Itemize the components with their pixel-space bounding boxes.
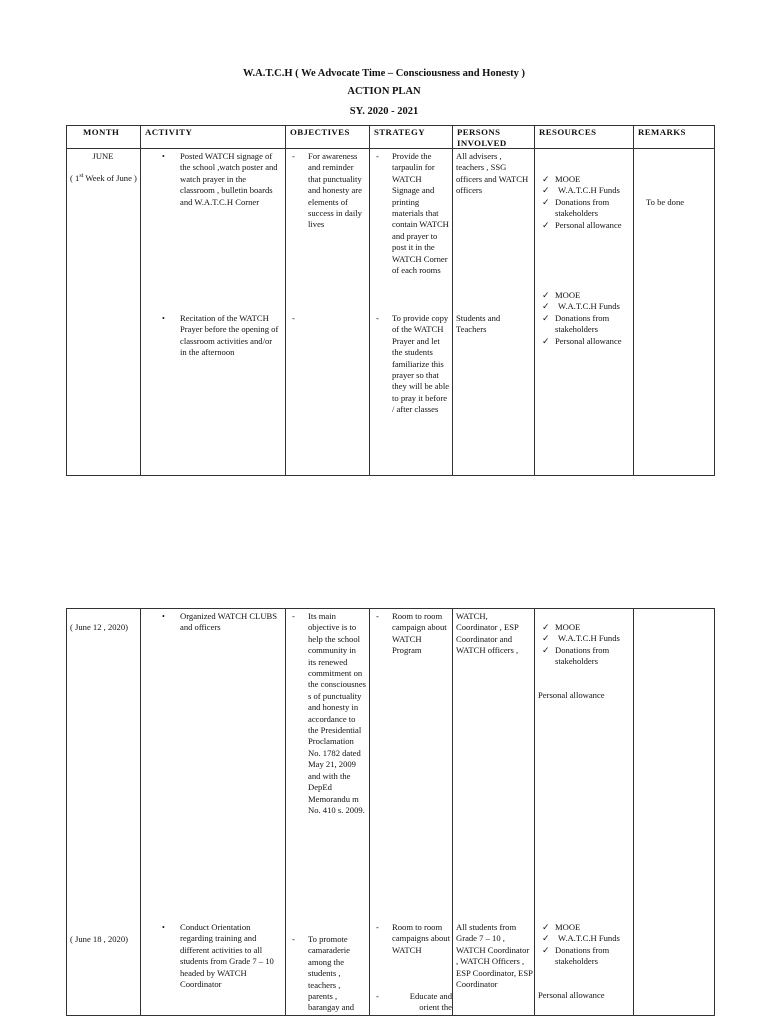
dash-icon: - — [292, 151, 295, 161]
activity-cell: Recitation of the WATCH Prayer before the opening of classroom activities and/or in the afternoon — [180, 313, 279, 358]
column-header-month: MONTH — [83, 127, 120, 137]
dash-icon: - — [376, 151, 379, 161]
objective-cell: Its main objective is to help the school community in its renewed commitment on the consciousnes s of punctuality and honesty in accordance to the Presidential Proclamation No. 1782 dated May 21, 2009 and with the DepEd Memorandu m No. 410 s. 2009. — [308, 611, 366, 815]
persons-cell: WATCH, Coordinator , ESP Coordinator and WATCH officers , — [456, 611, 519, 656]
check-icon: ✓ — [542, 196, 550, 207]
column-header-remarks: REMARKS — [638, 127, 686, 137]
month-cell: ( June 18 , 2020) — [70, 934, 128, 944]
month-cell: JUNE — [92, 151, 114, 161]
check-icon: ✓ — [542, 290, 550, 300]
objective-cell: - — [292, 313, 295, 323]
objective-cell: For awareness and reminder that punctuality and honesty are elements of success in daily lives — [308, 151, 362, 230]
check-icon: ✓ — [542, 301, 550, 312]
strategy-cell-2: Educate and orient the — [409, 991, 452, 1013]
dash-icon: - — [376, 313, 379, 323]
activity-cell: Conduct Orientation regarding training and different activities to all students from Grade 7 – 10 headed by WATCH Coordinator — [180, 922, 274, 990]
document-subtitle: ACTION PLAN — [347, 86, 421, 97]
persons-cell: All advisers , teachers , SSG officers and WATCH officers — [456, 151, 529, 196]
column-header-strategy: STRATEGY — [374, 127, 425, 137]
column-header-objectives: OBJECTIVES — [290, 127, 350, 137]
check-icon: ✓ — [542, 633, 550, 644]
check-icon: ✓ — [542, 644, 550, 655]
bullet-icon: • — [162, 152, 165, 161]
column-header-persons-involved: PERSONS INVOLVED — [457, 127, 507, 148]
check-icon: ✓ — [542, 219, 550, 230]
column-header-activity: ACTIVITY — [145, 127, 193, 137]
check-icon: ✓ — [542, 622, 550, 632]
school-year: SY. 2020 - 2021 — [349, 106, 419, 117]
resources-cell: ✓ MOOE ✓ W.A.T.C.H Funds ✓ Donations from stakeholders — [542, 922, 620, 967]
dash-icon: - — [376, 611, 379, 621]
month-note: ( 1st Week of June ) — [70, 172, 137, 183]
check-icon: ✓ — [542, 933, 550, 944]
check-icon: ✓ — [542, 922, 550, 932]
bullet-icon: • — [162, 612, 165, 621]
resources-extra: Personal allowance — [538, 990, 605, 1000]
bullet-icon: • — [162, 314, 165, 323]
resources-cell: ✓ MOOE ✓ W.A.T.C.H Funds ✓ Donations from stakeholders — [542, 622, 620, 667]
objective-cell: To promote camaraderie among the students , teachers , parents , barangay and — [308, 934, 355, 1013]
resources-extra: Personal allowance — [538, 690, 605, 700]
resources-cell: ✓ MOOE ✓ W.A.T.C.H Funds ✓ Donations from stakeholders ✓ Personal allowance — [542, 174, 622, 230]
remarks-cell: To be done — [646, 197, 685, 207]
dash-icon: - — [292, 934, 295, 944]
dash-icon: - — [376, 991, 379, 1001]
dash-icon: - — [292, 611, 295, 621]
check-icon: ✓ — [542, 312, 550, 323]
activity-cell: Posted WATCH signage of the school ,watch poster and watch prayer in the classroom , bulletin boards and W.A.T.C.H Corner — [180, 151, 278, 207]
check-icon: ✓ — [542, 174, 550, 184]
document-title: W.A.T.C.H ( We Advocate Time – Consciousness and Honesty ) — [242, 68, 526, 79]
activity-cell: Organized WATCH CLUBS and officers — [180, 611, 278, 633]
check-icon: ✓ — [542, 335, 550, 346]
check-icon: ✓ — [542, 944, 550, 955]
bullet-icon: • — [162, 923, 165, 932]
strategy-cell: Room to room campaign about WATCH Program — [392, 611, 447, 656]
check-icon: ✓ — [542, 185, 550, 196]
strategy-cell: Provide the tarpaulin for WATCH Signage and printing materials that contain WATCH and prayer to post it in the WATCH Corner of each rooms — [392, 151, 449, 276]
persons-cell: All students from Grade 7 – 10 , WATCH Coordinator , WATCH Officers , ESP Coordinator, ESP Coordinator — [456, 922, 533, 990]
strategy-cell: Room to room campaigns about WATCH — [392, 922, 450, 955]
month-cell: ( June 12 , 2020) — [70, 622, 128, 632]
dash-icon: - — [376, 922, 379, 932]
column-header-resources: RESOURCES — [539, 127, 597, 137]
resources-cell: ✓ MOOE ✓ W.A.T.C.H Funds ✓ Donations from stakeholders ✓ Personal allowance — [542, 290, 622, 346]
persons-cell: Students and Teachers — [456, 313, 501, 335]
strategy-cell: To provide copy of the WATCH Prayer and let the students familiarize this prayer so that they will be able to pray it before / after classes — [392, 313, 450, 415]
